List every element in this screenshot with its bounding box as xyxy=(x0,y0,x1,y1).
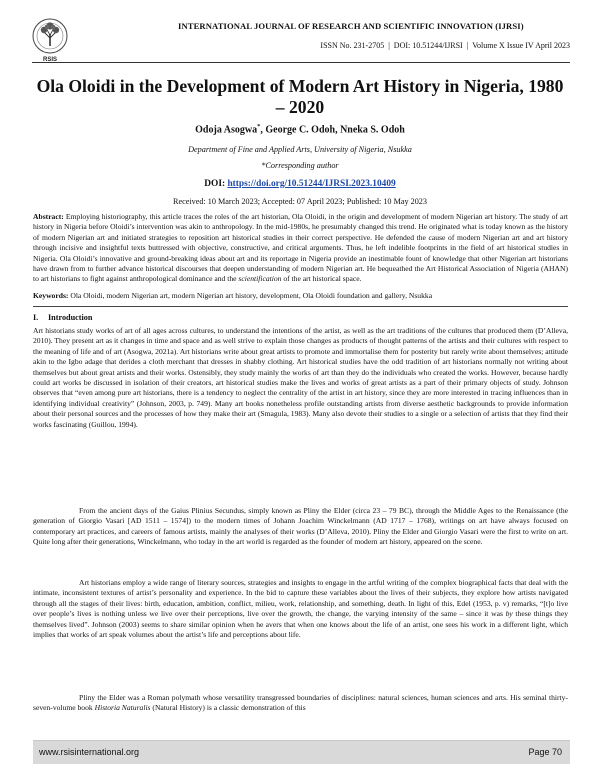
lead-author: Odoja Asogwa xyxy=(195,124,258,136)
footer-url[interactable]: www.rsisinternational.org xyxy=(39,747,140,757)
keywords-text: Ola Oloidi, modern Nigerian art, modern Nigerian art history, development, Ola Oloidi foundation and gallery, Nsukka xyxy=(68,291,433,300)
section-heading xyxy=(33,313,92,322)
keywords xyxy=(33,291,568,301)
affiliation: Department of Fine and Applied Arts, University of Nigeria, Nsukka xyxy=(188,145,412,154)
keywords-label: Keywords: xyxy=(33,291,69,300)
authors xyxy=(0,123,600,135)
p4-text: Pliny the Elder was a Roman polymath whose versatility transgressed boundaries of disciplines: natural sciences, human sciences and arts. His seminal thirty-seven-volume book xyxy=(33,693,568,713)
abstract-italic: scientification xyxy=(238,274,282,284)
body-paragraph-4 xyxy=(33,693,568,714)
keywords-divider xyxy=(33,306,568,307)
issn: ISSN No. 231-2705 xyxy=(320,41,385,50)
doi-link[interactable]: https://doi.org/10.51244/IJRSI.2023.10409 xyxy=(227,179,396,189)
corresponding-mark: * xyxy=(257,123,261,130)
publication-dates: Received: 10 March 2023; Accepted: 07 April 2023; Published: 10 May 2023 xyxy=(173,197,427,206)
section-number: I. xyxy=(33,313,39,322)
volume-issue: Volume X Issue IV April 2023 xyxy=(472,41,570,50)
page-footer xyxy=(33,740,570,764)
doi-label: DOI: xyxy=(204,179,226,189)
body-paragraph-2: From the ancient days of the Gaius Plinius Secundus, simply known as Pliny the Elder (circa 23 – 79 BC), through the Middle Ages to the Renaissance (the generation of Giorgio Vasari [AD 1511 – 1574]) to the modern times of Johann Joachim Winckelmann (AD 1717 – 1768), writings on art have always focused on contemporary art practices, and careers of famous artists, mainly the analyses of their works (D’Alleva, 2010). Pliny the Elder and Giorgio Vasari were the first to write on art. Quite long after their generations, Winckelmann, who today in the art world is regarded as the founder of modern art history, appeared on the scene. xyxy=(33,506,568,547)
journal-title: INTERNATIONAL JOURNAL OF RESEARCH AND SCIENTIFIC INNOVATION (IJRSI) xyxy=(178,21,524,31)
journal-meta: ISSN No. 231-2705 | DOI: 10.51244/IJRSI | Volume X Issue IV April 2023 xyxy=(320,41,570,50)
p3-italic: by xyxy=(505,609,513,619)
body-paragraph-3 xyxy=(33,578,568,640)
corresponding-author-note: *Corresponding author xyxy=(261,161,339,170)
abstract-text-end: of the art historical space. xyxy=(281,274,362,284)
abstract-text: Employing historiography, this article traces the roles of the art historian, Ola Oloidi, in the origin and development of modern Nigerian art history. The study of art history in Nigeria before Oloidi’s intervention was akin to anthropology. In the mid-1980s, he presumably changed this trend. He originated what is today known as the history of modern Nigerian art and initiated strategies to reposition art historical studies in their correct perspective. He defended the cause of modern Nigerian art and art history through incisive and insightful texts buttressed with objective, constructive, and critical arguments. Thus, he left indelible footprints in the field of art historical studies in Nigeria. Ola Oloidi’s innovative and ground-breaking ideas about art and its reportage in Nigeria provide an inestimable fount of knowledge that other Nigerian art historians have drawn from to further advance historical discourses that deepen understanding of modern Nigerian art. He bequeathed the Art Historical Association of Nigeria (AHAN) to art historians to fight against anthropological dominance and the xyxy=(33,212,568,284)
header-divider xyxy=(32,62,570,63)
p4-italic: Historia Naturalis xyxy=(94,703,151,713)
co-authors: , George C. Odoh, Nneka S. Odoh xyxy=(260,124,405,136)
page-number: Page 70 xyxy=(528,747,562,757)
rsis-logo-text: RSIS xyxy=(42,57,58,63)
p3-text-end: these things they themselves lived”. Johnson (2003) seems to share similar opinion when he avers that when one knows about the life of an artist, one sees his work in a different light, which implies that works of art speak volumes about the artist’s life and perceptions about life. xyxy=(33,609,569,640)
abstract xyxy=(33,212,568,285)
section-title: Introduction xyxy=(48,313,93,322)
article-doi xyxy=(0,179,600,189)
abstract-label: Abstract: xyxy=(33,212,64,221)
journal-doi: DOI: 10.51244/IJRSI xyxy=(393,41,463,50)
p4-text-end: (Natural History) is a classic demonstration of this xyxy=(150,703,306,713)
body-paragraph-1: Art historians study works of art of all ages across cultures, to understand the intentions of the artist, as well as the art traditions of the cultures that produced them (D’Alleva, 2010). They present art as it changes in time and space and as well strive to explain those changes as products of thought patterns of the artists and their cultures with respect to the meaning of life and of art (Asogwa, 2021a). Art historians write about great artists to promote and immortalise them for posterity but rarely write about themselves; attitude akin to the Igbo adage that derides a cloth merchant that dresses in shabby clothing. Art historical studies have the odd tradition of art historians normally not writing about themselves but about great artists and their works. Ostensibly, they study mainly the works of art than they do the individuals who created the works. However, because hardly could art works be discussed in isolation of their creators, art historical studies make the lives and works of great artists as a part of their primary objects of study. Johnson observes that “even among pure art historians, there is a tendency to neglect the centrality of the artist in art history, since they are more interested in tracing influences than in identifying individual creativity” (Johnson, 2003, p. 749). Many art books nonetheless profile outstanding artists from diverse aesthetic backgrounds to provide information about their personal sources and the processes of how they make their art (Smagula, 1983). Many also devote their studies to a single or a selection of artists that they find their works fascinating (Guillou, 1994). xyxy=(33,326,568,429)
p3-text: Art historians employ a wide range of literary sources, strategies and insights to engage in the artful writing of the complex biographical facts that deal with the intimate, inconsistent textures of artist’s personality and experience. In the bid to capture these variables about the lives of their subjects, they explore how artists navigated through all the stages of their lives: birth, education, ambition, conflict, milieu, work, relationship, and something, death. In light of this, Edel (1953, p. v) remarks, “[t]o live over people’s lives is nothing unless we live over their perceptions, live over the growth, the change, the varying intensity of the same – since it was xyxy=(33,578,568,619)
rsis-logo xyxy=(30,16,70,64)
article-title: Ola Oloidi in the Development of Modern Art History in Nigeria, 1980 – 2020 xyxy=(36,76,564,117)
